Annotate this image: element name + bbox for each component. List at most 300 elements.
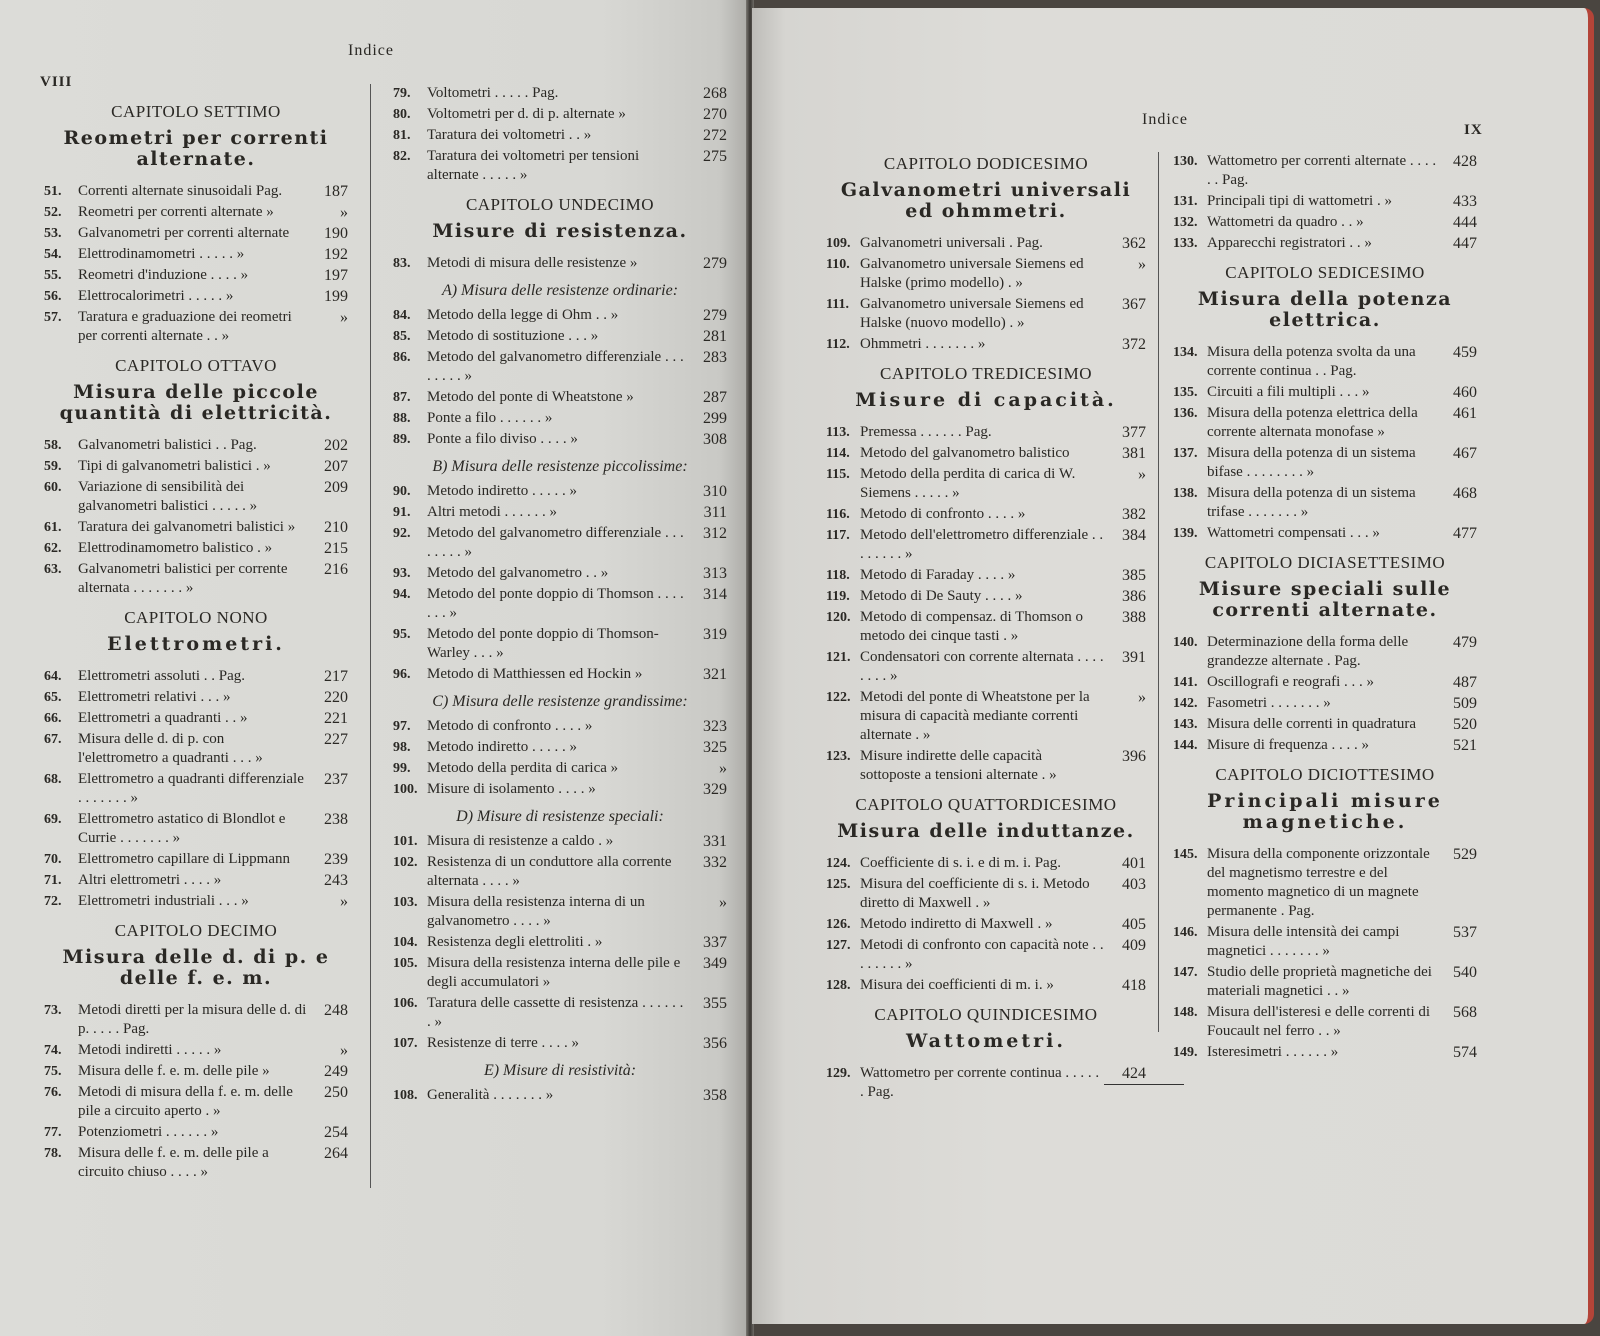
toc-entry [393, 954, 727, 992]
entry-number: 146. [1173, 925, 1198, 940]
right-column-2 [1158, 152, 1477, 1061]
entry-text: Elettrometro a quadranti differenziale . . . . . . . » [78, 771, 304, 806]
toc-entry [826, 423, 1146, 442]
entry-page: 190 [324, 225, 348, 242]
entry-text: Taratura dei voltometri . . » [427, 127, 592, 143]
entry-number: 52. [44, 205, 62, 220]
entry-text: Misura della resistenza interna delle pile e degli accumulatori » [427, 955, 681, 990]
entry-number: 59. [44, 459, 62, 474]
entry-number: 119. [826, 589, 850, 604]
entry-text: Misura del coefficiente di s. i. Metodo diretto di Maxwell . » [860, 876, 1090, 911]
entry-number: 90. [393, 484, 411, 499]
entry-text: Misure di isolamento . . . . » [427, 781, 596, 797]
entry-text: Coefficiente di s. i. e di m. i. Pag. [860, 855, 1061, 871]
entry-number: 127. [826, 938, 851, 953]
entry-text: Elettrometro capillare di Lippmann [78, 851, 291, 867]
entry-page: 272 [703, 127, 727, 144]
entry-number: 89. [393, 432, 411, 447]
entry-number: 101. [393, 834, 418, 849]
entry-text: Metodi indiretti . . . . . » [78, 1042, 222, 1058]
toc-entry [393, 625, 727, 663]
toc-entry [393, 503, 727, 522]
entry-number: 125. [826, 877, 851, 892]
entry-text: Correnti alternate sinusoidali Pag. [78, 183, 283, 199]
entry-number: 62. [44, 541, 62, 556]
entry-page: 281 [703, 328, 727, 345]
toc-entry [393, 780, 727, 799]
entry-number: 69. [44, 812, 62, 827]
toc-entry [393, 738, 727, 757]
entry-page: 385 [1122, 567, 1146, 584]
entry-number: 114. [826, 446, 850, 461]
toc-entry [44, 730, 348, 768]
toc-entry [44, 892, 348, 911]
toc-entry [44, 224, 348, 243]
entry-text: Altri elettrometri . . . . » [78, 872, 222, 888]
entry-page: 314 [703, 586, 727, 603]
entry-page: 325 [703, 739, 727, 756]
toc-entry [826, 747, 1146, 785]
entry-page: 384 [1122, 527, 1146, 544]
entry-text: Taratura dei galvanometri balistici » [78, 519, 296, 535]
toc-entry [393, 893, 727, 931]
chapter-heading: CAPITOLO DODICESIMO [883, 154, 1089, 173]
entry-number: 75. [44, 1064, 62, 1079]
entry-page: 238 [324, 811, 348, 828]
entry-number: 138. [1173, 486, 1198, 501]
entry-number: 112. [826, 337, 850, 352]
toc-entry [393, 409, 727, 428]
entry-number: 71. [44, 873, 62, 888]
entry-text: Fasometri . . . . . . . » [1207, 695, 1331, 711]
entry-page: 207 [324, 458, 348, 475]
entry-text: Studio delle proprietà magnetiche dei materiali magnetici . . » [1207, 964, 1432, 999]
entry-text: Taratura dei voltometri per tensioni alternate . . . . . » [427, 148, 640, 183]
entry-page: 311 [703, 504, 727, 521]
entry-number: 143. [1173, 717, 1198, 732]
entry-page: 237 [324, 771, 348, 788]
entry-text: Metodo del ponte doppio di Thomson . . . . . . . » [427, 586, 684, 621]
toc-entry [44, 203, 348, 222]
entry-number: 67. [44, 732, 62, 747]
entry-text: Apparecchi registratori . . » [1207, 235, 1372, 251]
folio-right: IX [1464, 122, 1483, 138]
entry-text: Metodi di misura della f. e. m. delle pile a circuito aperto . » [78, 1084, 293, 1119]
chapter-heading: CAPITOLO DECIMO [114, 921, 278, 940]
toc-entry [826, 608, 1146, 646]
toc-entry [826, 255, 1146, 293]
entry-number: 126. [826, 917, 851, 932]
toc-entry [393, 524, 727, 562]
entry-text: Generalità . . . . . . . » [427, 1087, 554, 1103]
entry-text: Voltometri . . . . . Pag. [427, 85, 559, 101]
entry-text: Metodo della legge di Ohm . . » [427, 307, 619, 323]
entry-number: 92. [393, 526, 411, 541]
toc-entry [826, 335, 1146, 354]
entry-number: 142. [1173, 696, 1198, 711]
chapter-heading: CAPITOLO NONO [124, 608, 268, 627]
entry-page: 310 [703, 483, 727, 500]
entry-text: Oscillografi e reografi . . . » [1207, 674, 1375, 690]
entry-number: 104. [393, 935, 418, 950]
toc-entry [826, 915, 1146, 934]
entry-page: 210 [324, 519, 348, 536]
section-subheading: C) Misura delle resistenze grandissime: [432, 693, 688, 710]
entry-text: Metodi di confronto con capacità note . . . . . . . . » [860, 937, 1104, 972]
chapter-title: Misura delle d. di p. e delle f. e. m. [62, 946, 330, 989]
toc-entry [393, 482, 727, 501]
entry-number: 61. [44, 520, 62, 535]
entry-text: Misura delle f. e. m. delle pile a circuito chiuso . . . . » [78, 1145, 269, 1180]
entry-page: 249 [324, 1063, 348, 1080]
entry-page: » [1138, 466, 1146, 483]
entry-number: 139. [1173, 526, 1198, 541]
entry-text: Metodo indiretto di Maxwell . » [860, 916, 1053, 932]
entry-number: 56. [44, 289, 62, 304]
entry-page: 279 [703, 307, 727, 324]
entry-text: Reometri per correnti alternate » [78, 204, 274, 220]
toc-entry [1173, 383, 1477, 402]
entry-page: 337 [703, 934, 727, 951]
entry-text: Metodi del ponte di Wheatstone per la misura di capacità mediante correnti alternate . » [860, 689, 1090, 743]
entry-page: 199 [324, 288, 348, 305]
entry-number: 64. [44, 669, 62, 684]
toc-entry [826, 648, 1146, 686]
entry-number: 103. [393, 895, 418, 910]
entry-page: 479 [1453, 634, 1477, 651]
entry-text: Misure di frequenza . . . . » [1207, 737, 1370, 753]
entry-text: Resistenza di un conduttore alla corrente alternata . . . . » [427, 854, 672, 889]
entry-number: 55. [44, 268, 62, 283]
entry-number: 111. [826, 297, 849, 312]
toc-entry [44, 266, 348, 285]
entry-text: Misura dei coefficienti di m. i. » [860, 977, 1054, 993]
entry-text: Misure indirette delle capacità sottoposte a tensioni alternate . » [860, 748, 1057, 783]
left-column-2 [370, 84, 727, 1188]
chapter-title: Misure di capacità. [855, 389, 1117, 411]
entry-page: 254 [324, 1124, 348, 1141]
entry-number: 135. [1173, 385, 1198, 400]
toc-entry [44, 1144, 348, 1182]
entry-text: Taratura delle cassette di resistenza . . . . . . . » [427, 995, 684, 1030]
entry-number: 78. [44, 1146, 62, 1161]
toc-entry [44, 709, 348, 728]
toc-entry [1173, 963, 1477, 1001]
toc-entry [393, 105, 727, 124]
entry-number: 109. [826, 236, 851, 251]
entry-number: 113. [826, 425, 850, 440]
entry-page: 433 [1453, 193, 1477, 210]
entry-number: 65. [44, 690, 62, 705]
entry-text: Isteresimetri . . . . . . » [1207, 1044, 1339, 1060]
entry-number: 141. [1173, 675, 1198, 690]
entry-page: 216 [324, 561, 348, 578]
entry-text: Ponte a filo . . . . . . » [427, 410, 553, 426]
entry-page: 509 [1453, 695, 1477, 712]
entry-text: Metodo del galvanometro differenziale . . . . . . . . » [427, 349, 684, 384]
chapter-title: Misura delle piccole quantità di elettricità. [59, 381, 333, 424]
entry-number: 84. [393, 308, 411, 323]
toc-entry [393, 430, 727, 449]
entry-number: 86. [393, 350, 411, 365]
section-subheading: B) Misura delle resistenze piccolissime: [432, 458, 688, 475]
entry-text: Metodo della perdita di carica » [427, 760, 619, 776]
entry-number: 81. [393, 128, 411, 143]
toc-entry [393, 759, 727, 778]
entry-page: 356 [703, 1035, 727, 1052]
entry-page: 279 [703, 255, 727, 272]
entry-page: 568 [1453, 1004, 1477, 1021]
entry-text: Misura della potenza di un sistema bifase . . . . . . . . » [1207, 445, 1416, 480]
entry-text: Misura della potenza elettrica della corrente alternata monofase » [1207, 405, 1418, 440]
entry-number: 137. [1173, 446, 1198, 461]
entry-text: Elettrometri assoluti . . Pag. [78, 668, 246, 684]
entry-page: 418 [1122, 977, 1146, 994]
entry-text: Metodo di compensaz. di Thomson o metodo dei cinque tasti . » [860, 609, 1084, 644]
entry-number: 79. [393, 86, 411, 101]
chapter-heading: CAPITOLO QUINDICESIMO [874, 1005, 1098, 1024]
entry-number: 106. [393, 996, 418, 1011]
entry-text: Ponte a filo diviso . . . . » [427, 431, 578, 447]
entry-number: 70. [44, 852, 62, 867]
entry-page: 227 [324, 731, 348, 748]
entry-text: Elettrocalorimetri . . . . . » [78, 288, 234, 304]
entry-number: 57. [44, 310, 62, 325]
toc-entry [826, 688, 1146, 745]
toc-entry [1173, 524, 1477, 543]
toc-entry [44, 667, 348, 686]
entry-text: Determinazione della forma delle grandezze alternate . Pag. [1207, 634, 1409, 669]
running-head-right: Indice [1142, 111, 1188, 128]
chapter-title: Misure di resistenza. [432, 220, 688, 242]
toc-entry [826, 465, 1146, 503]
entry-page: 217 [324, 668, 348, 685]
entry-page: 192 [324, 246, 348, 263]
entry-page: 428 [1453, 153, 1477, 170]
entry-text: Misura della resistenza interna di un galvanometro . . . . » [427, 894, 645, 929]
toc-entry [1173, 1003, 1477, 1041]
entry-page: 319 [703, 626, 727, 643]
entry-page: 521 [1453, 737, 1477, 754]
entry-text: Misura delle intensità dei campi magnetici . . . . . . . » [1207, 924, 1400, 959]
entry-number: 53. [44, 226, 62, 241]
entry-text: Metodo del galvanometro differenziale . . . . . . . . » [427, 525, 684, 560]
entry-page: 331 [703, 833, 727, 850]
chapter-heading: CAPITOLO QUATTORDICESIMO [855, 795, 1117, 814]
toc-entry [393, 933, 727, 952]
entry-page: 323 [703, 718, 727, 735]
right-column-1 [826, 144, 1146, 1104]
entry-text: Principali tipi di wattometri . » [1207, 193, 1392, 209]
entry-page: 381 [1122, 445, 1146, 462]
entry-number: 58. [44, 438, 62, 453]
entry-page: 243 [324, 872, 348, 889]
entry-text: Galvanometri balistici per corrente alternata . . . . . . . » [78, 561, 288, 596]
toc-entry [393, 832, 727, 851]
entry-page: 355 [703, 995, 727, 1012]
entry-number: 136. [1173, 406, 1198, 421]
entry-text: Ohmmetri . . . . . . . » [860, 336, 986, 352]
entry-page: 209 [324, 479, 348, 496]
toc-entry [44, 308, 348, 346]
chapter-title: Misura delle induttanze. [837, 820, 1135, 842]
toc-entry [826, 505, 1146, 524]
toc-entry [1173, 1043, 1477, 1062]
toc-entry [826, 976, 1146, 995]
entry-text: Misura delle d. di p. con l'elettrometro a quadranti . . . » [78, 731, 263, 766]
entry-text: Elettrodinamometri . . . . . » [78, 246, 245, 262]
toc-entry [44, 245, 348, 264]
toc-entry [826, 566, 1146, 585]
entry-number: 96. [393, 667, 411, 682]
entry-number: 122. [826, 690, 851, 705]
entry-number: 124. [826, 856, 851, 871]
entry-number: 147. [1173, 965, 1198, 980]
entry-page: 520 [1453, 716, 1477, 733]
entry-text: Wattometri da quadro . . » [1207, 214, 1364, 230]
entry-page: 477 [1453, 525, 1477, 542]
entry-number: 132. [1173, 215, 1198, 230]
entry-page: 321 [703, 666, 727, 683]
entry-number: 77. [44, 1125, 62, 1140]
toc-entry [393, 327, 727, 346]
toc-entry [393, 147, 727, 185]
toc-entry [1173, 234, 1477, 253]
chapter-heading: CAPITOLO OTTAVO [115, 356, 277, 375]
entry-number: 144. [1173, 738, 1198, 753]
toc-entry [393, 853, 727, 891]
entry-number: 102. [393, 855, 418, 870]
entry-text: Resistenza degli elettroliti . » [427, 934, 603, 950]
entry-text: Wattometro per corrente continua . . . . . . Pag. [860, 1065, 1100, 1100]
entry-page: 215 [324, 540, 348, 557]
entry-page: 308 [703, 431, 727, 448]
entry-text: Galvanometro universale Siemens ed Halske (primo modello) . » [860, 256, 1084, 291]
entry-number: 85. [393, 329, 411, 344]
toc-entry [1173, 736, 1477, 755]
entry-number: 68. [44, 772, 62, 787]
entry-page: 540 [1453, 964, 1477, 981]
entry-page: 275 [703, 148, 727, 165]
toc-entry [44, 1083, 348, 1121]
entry-text: Tipi di galvanometri balistici . » [78, 458, 271, 474]
chapter-heading: CAPITOLO SEDICESIMO [1225, 263, 1425, 282]
entry-number: 123. [826, 749, 851, 764]
toc-entry [826, 526, 1146, 564]
toc-entry [44, 810, 348, 848]
entry-number: 66. [44, 711, 62, 726]
toc-entry [44, 850, 348, 869]
toc-entry [393, 717, 727, 736]
entry-number: 121. [826, 650, 851, 665]
toc-entry [1173, 213, 1477, 232]
entry-page: » [340, 204, 348, 221]
entry-text: Misura delle correnti in quadratura [1207, 716, 1417, 732]
chapter-title: Galvanometri universali ed ohmmetri. [840, 179, 1132, 222]
entry-text: Elettrometri a quadranti . . » [78, 710, 248, 726]
entry-page: » [1138, 256, 1146, 273]
entry-text: Wattometri compensati . . . » [1207, 525, 1380, 541]
toc-entry [44, 457, 348, 476]
chapter-heading: CAPITOLO UNDECIMO [465, 195, 655, 214]
toc-entry [1173, 633, 1477, 671]
entry-number: 91. [393, 505, 411, 520]
entry-text: Taratura e graduazione dei reometri per correnti alternate . . » [78, 309, 292, 344]
toc-entry [44, 478, 348, 516]
toc-entry [1173, 845, 1477, 921]
toc-entry [1173, 484, 1477, 522]
toc-entry [1173, 343, 1477, 381]
entry-number: 116. [826, 507, 850, 522]
entry-page: 329 [703, 781, 727, 798]
entry-number: 94. [393, 587, 411, 602]
entry-number: 76. [44, 1085, 62, 1100]
entry-text: Metodo del ponte di Wheatstone » [427, 389, 634, 405]
entry-text: Variazione di sensibilità dei galvanometri balistici . . . . . » [78, 479, 258, 514]
entry-page: 250 [324, 1084, 348, 1101]
entry-page: 372 [1122, 336, 1146, 353]
entry-page: 461 [1453, 405, 1477, 422]
entry-page: 239 [324, 851, 348, 868]
chapter-title: Misure speciali sulle correnti alternate. [1198, 578, 1452, 621]
entry-page: 529 [1453, 846, 1477, 863]
entry-number: 130. [1173, 154, 1198, 169]
entry-page: 221 [324, 710, 348, 727]
entry-text: Elettrometro astatico di Blondlot e Currie . . . . . . . » [78, 811, 286, 846]
toc-entry [393, 585, 727, 623]
entry-number: 118. [826, 568, 850, 583]
entry-page: 187 [324, 183, 348, 200]
entry-text: Misura di resistenze a caldo . » [427, 833, 614, 849]
left-page [0, 0, 750, 1336]
entry-page: 349 [703, 955, 727, 972]
entry-page: 220 [324, 689, 348, 706]
toc-entry [44, 436, 348, 455]
entry-text: Misura della potenza svolta da una corrente continua . . Pag. [1207, 344, 1416, 379]
toc-entry [826, 587, 1146, 606]
entry-page: 197 [324, 267, 348, 284]
entry-text: Premessa . . . . . . Pag. [860, 424, 992, 440]
toc-entry [44, 871, 348, 890]
entry-page: 362 [1122, 235, 1146, 252]
toc-entry [393, 1086, 727, 1105]
right-page [752, 8, 1594, 1324]
entry-page: 332 [703, 854, 727, 871]
entry-number: 99. [393, 761, 411, 776]
toc-entry [1173, 694, 1477, 713]
entry-number: 97. [393, 719, 411, 734]
entry-page: 424 [1122, 1065, 1146, 1082]
entry-number: 87. [393, 390, 411, 405]
toc-entry [393, 1034, 727, 1053]
toc-entry [1173, 715, 1477, 734]
entry-page: » [340, 893, 348, 910]
toc-entry [1173, 152, 1477, 190]
toc-entry [1173, 404, 1477, 442]
toc-entry [44, 770, 348, 808]
chapter-heading: CAPITOLO DICIASETTESIMO [1204, 553, 1446, 572]
entry-number: 72. [44, 894, 62, 909]
section-subheading: A) Misura delle resistenze ordinarie: [441, 282, 679, 299]
entry-page: » [719, 894, 727, 911]
entry-page: 312 [703, 525, 727, 542]
entry-page: 468 [1453, 485, 1477, 502]
toc-entry [393, 388, 727, 407]
chapter-heading: CAPITOLO TREDICESIMO [880, 364, 1092, 383]
entry-page: 386 [1122, 588, 1146, 605]
entry-text: Galvanometri universali . Pag. [860, 235, 1043, 251]
left-column-1 [44, 92, 348, 1184]
